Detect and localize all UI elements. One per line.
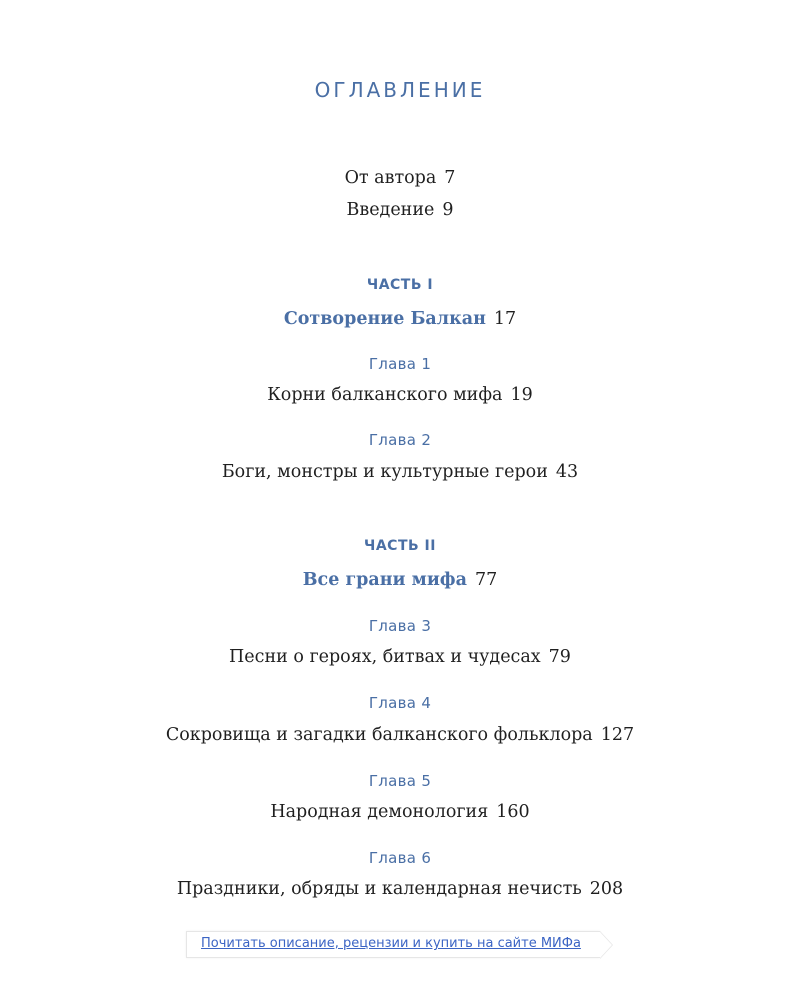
- part-title-text: Все грани мифа: [302, 570, 467, 590]
- entry-page: 7: [444, 168, 456, 188]
- entry-title: Введение: [346, 200, 435, 220]
- entry-page: 9: [442, 200, 454, 220]
- entry-page: 19: [510, 385, 533, 405]
- chapter-label-4: Глава 4: [368, 694, 432, 712]
- chapter-label-5: Глава 5: [368, 772, 432, 790]
- entry-page: 79: [548, 647, 571, 667]
- entry-title: От автора: [344, 168, 437, 188]
- part-title-1: [0, 309, 800, 329]
- part-page: 77: [474, 570, 498, 590]
- entry-title: Корни балканского мифа: [267, 385, 503, 405]
- toc-entry-author-note: [0, 168, 800, 188]
- entry-page: 160: [496, 802, 530, 822]
- chapter-entry-2: [0, 462, 800, 482]
- part-title-2: [0, 570, 800, 590]
- part-label-2: ЧАСТЬ II: [364, 538, 436, 554]
- part-page: 17: [493, 309, 517, 329]
- entry-page: 43: [555, 462, 579, 482]
- chapter-label-6: Глава 6: [368, 849, 432, 867]
- entry-page: 127: [600, 725, 635, 745]
- part-title-text: Сотворение Балкан: [283, 309, 486, 329]
- chapter-entry-5: [0, 802, 800, 822]
- toc-title: ОГЛАВЛЕНИЕ: [314, 78, 486, 102]
- promo-banner: [186, 931, 600, 958]
- entry-title: Сокровища и загадки балканского фольклора: [165, 725, 593, 745]
- chapter-entry-3: [0, 647, 800, 667]
- entry-title: Боги, монстры и культурные герои: [221, 462, 548, 482]
- entry-title: Праздники, обряды и календарная нечисть: [176, 879, 582, 899]
- toc-entry-introduction: [0, 200, 800, 220]
- chapter-label-3: Глава 3: [368, 617, 432, 635]
- entry-page: 208: [589, 879, 624, 899]
- chapter-entry-1: [0, 385, 800, 405]
- chapter-label-1: Глава 1: [368, 355, 432, 373]
- entry-title: Народная демонология: [270, 802, 489, 822]
- buy-link[interactable]: Почитать описание, рецензии и купить на сайте МИФа: [201, 936, 581, 951]
- entry-title: Песни о героях, битвах и чудесах: [229, 647, 541, 667]
- chapter-label-2: Глава 2: [368, 431, 432, 449]
- chapter-entry-6: [0, 879, 800, 899]
- chapter-entry-4: [0, 725, 800, 745]
- banner-arrow-fill: [600, 932, 612, 958]
- part-label-1: ЧАСТЬ I: [366, 277, 434, 293]
